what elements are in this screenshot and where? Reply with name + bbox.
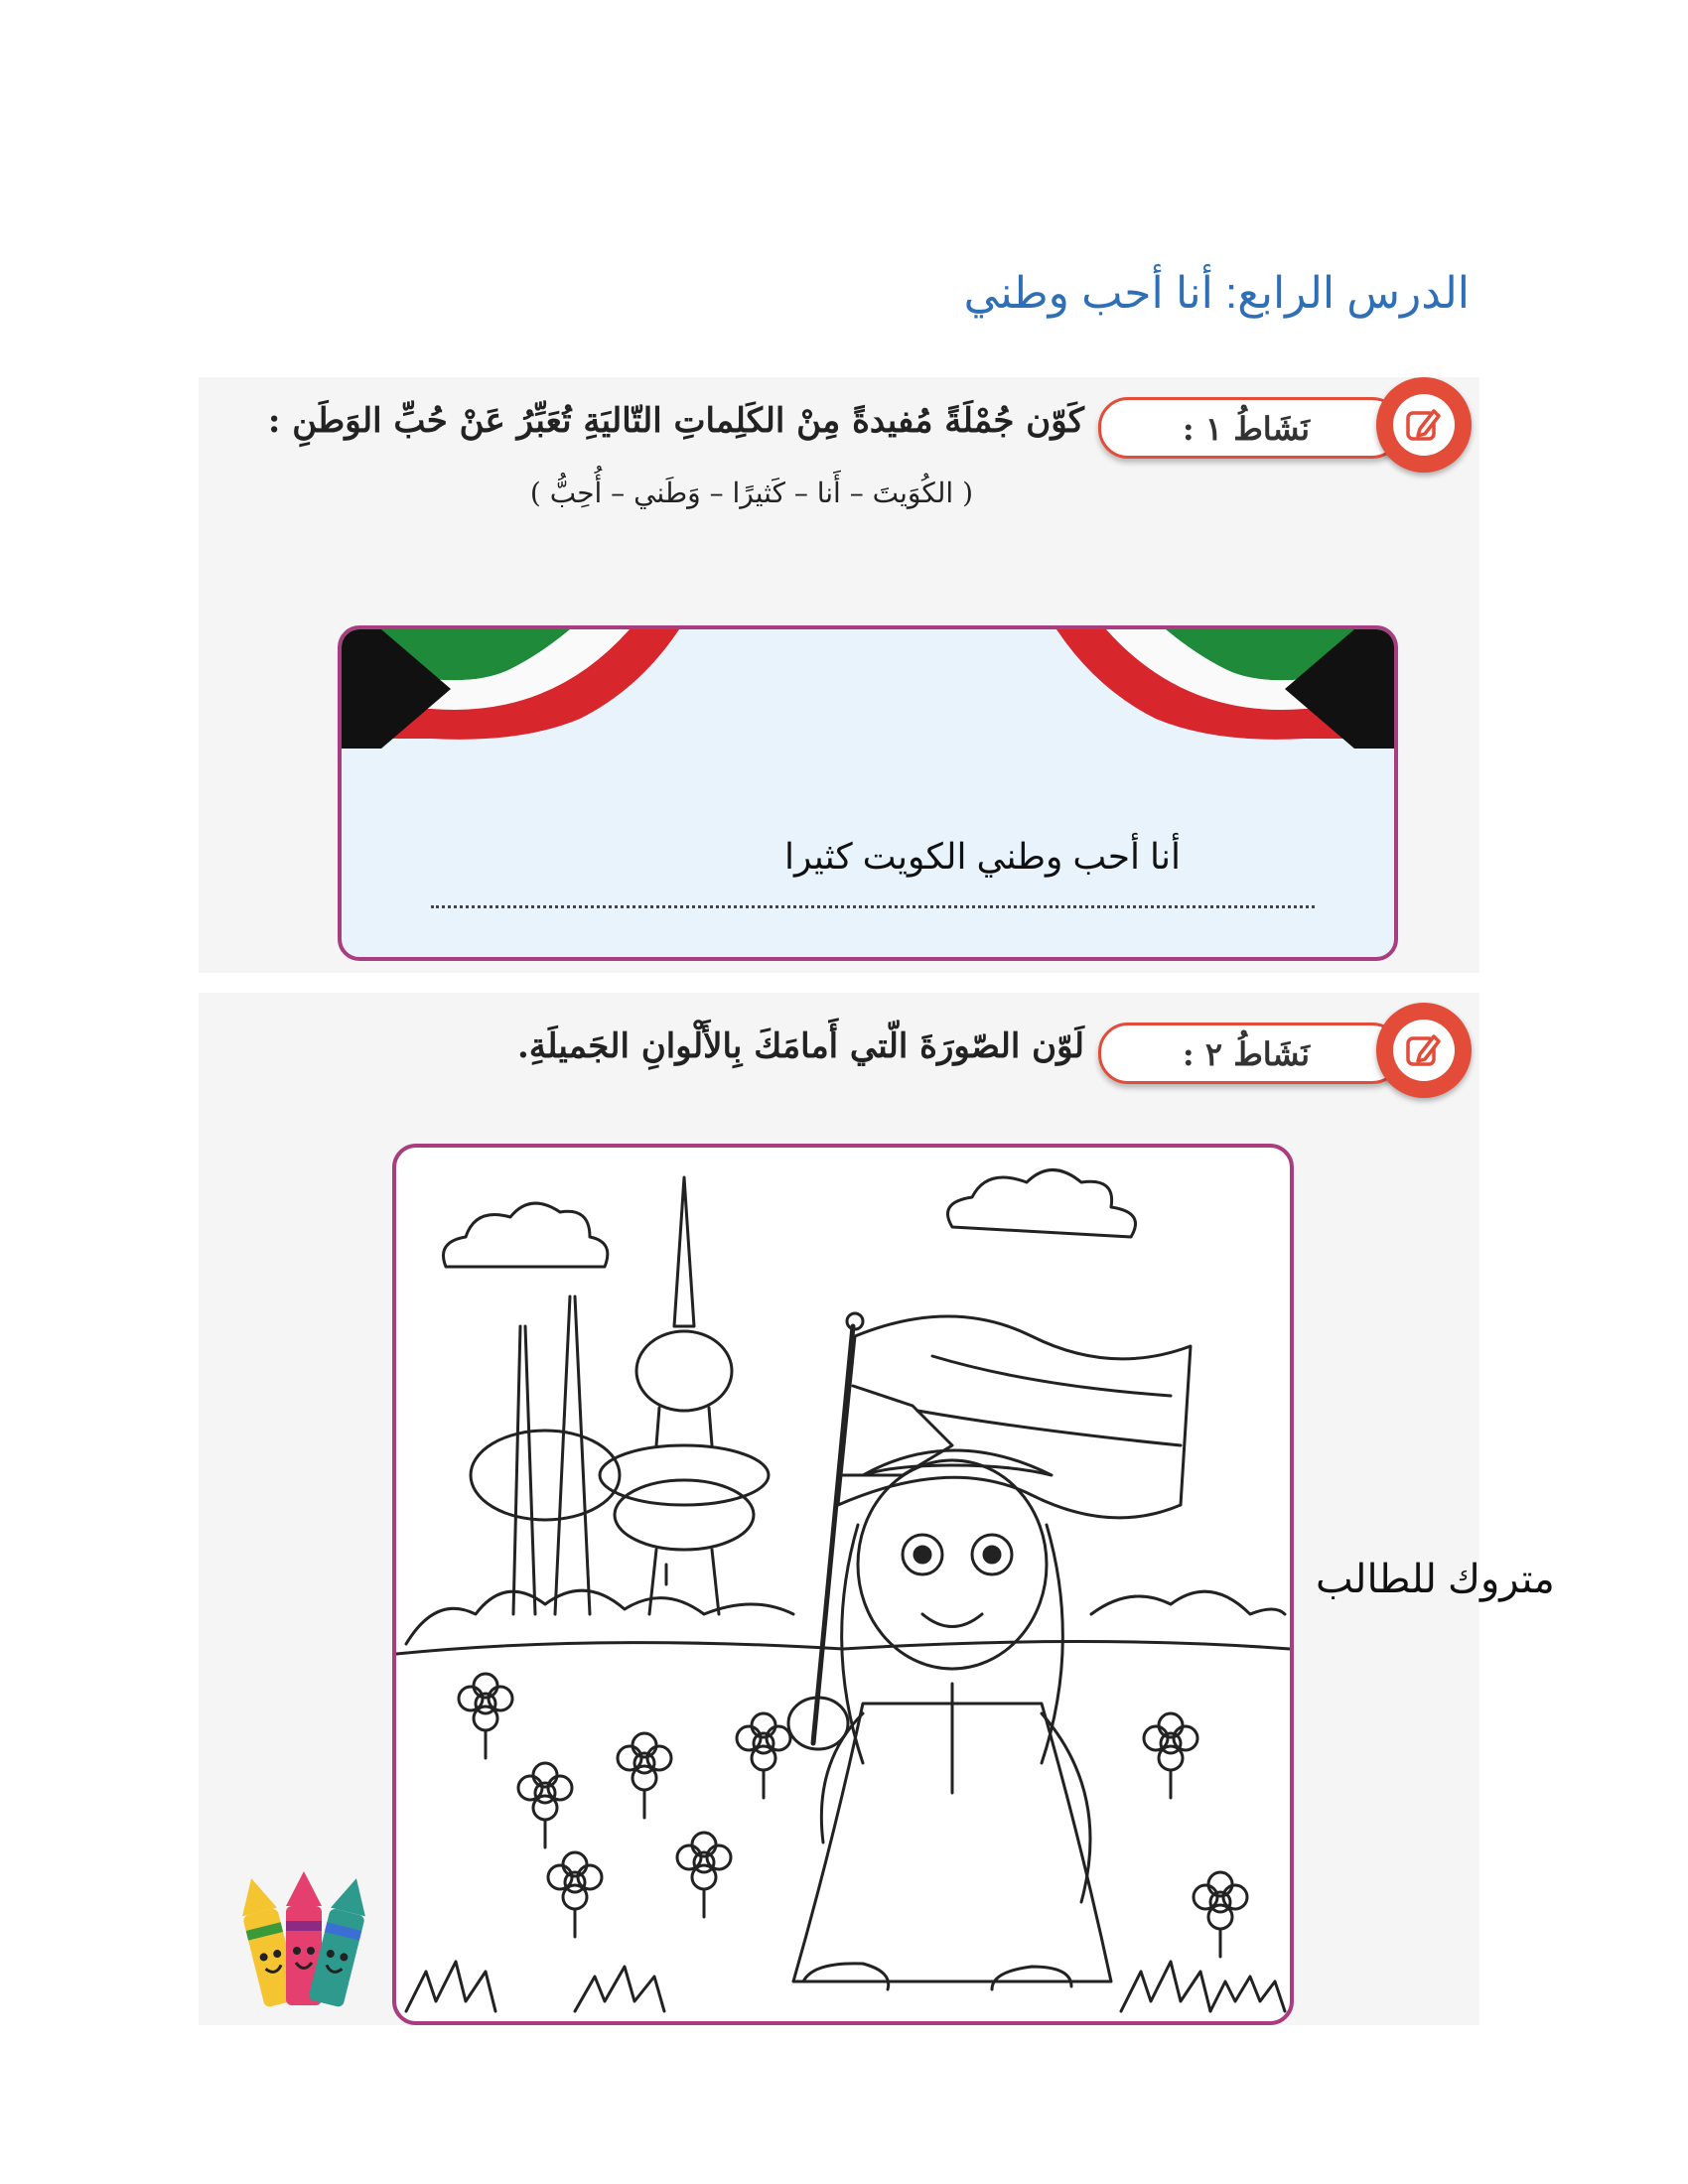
lesson-title: الدرس الرابع: أنا أحب وطني <box>963 269 1470 318</box>
flower <box>1144 1713 1197 1798</box>
activity-2-badge <box>1098 1023 1402 1084</box>
tower-spire <box>674 1177 694 1326</box>
flower <box>737 1713 790 1798</box>
activity-1-label: نَشَاطُ ١ : <box>1182 410 1310 448</box>
flower <box>459 1674 512 1758</box>
edit-pencil-icon <box>1376 377 1472 473</box>
word-bank: ( الكُوَيتَ – أَنا – كَثيرًا – وَطَني – أُحِبُّ ) <box>529 477 973 509</box>
flower <box>618 1733 671 1818</box>
tower-spire <box>513 1326 520 1614</box>
cloud <box>948 1170 1136 1238</box>
kuwait-flag <box>342 629 1394 758</box>
activity-2-label: نَشَاطُ ٢ : <box>1182 1035 1310 1073</box>
answer-box <box>338 625 1398 961</box>
flower <box>548 1852 602 1937</box>
cloud <box>444 1203 608 1267</box>
flower <box>518 1763 572 1847</box>
answer-text: أنا أحب وطني الكويت كثيرا <box>783 836 1181 877</box>
edit-pencil-icon <box>1376 1003 1472 1098</box>
activity-1-badge <box>1098 397 1402 459</box>
flower <box>677 1833 731 1917</box>
flower <box>1194 1872 1247 1957</box>
tower-sphere <box>471 1431 620 1520</box>
activity-1-header <box>181 377 1472 477</box>
activity-1-instruction: كَوّن جُمْلَةً مُفيدةً مِنْ الكَلِماتِ التّاليَةِ تُعَبِّرُ عَنْ حُبِّ الوَطَنِ : <box>267 401 1084 441</box>
activity-2-header <box>181 1003 1472 1102</box>
tower-spire <box>555 1297 570 1614</box>
side-note: متروك للطالب <box>1316 1558 1555 1601</box>
activity-2-instruction: لَوّن الصّورَةَ الّتي أَمامَكَ بِالأَلْوانِ الجَميلَةِ. <box>517 1026 1084 1066</box>
coloring-picture <box>392 1144 1294 2025</box>
crayons-illustration <box>228 1866 377 2015</box>
